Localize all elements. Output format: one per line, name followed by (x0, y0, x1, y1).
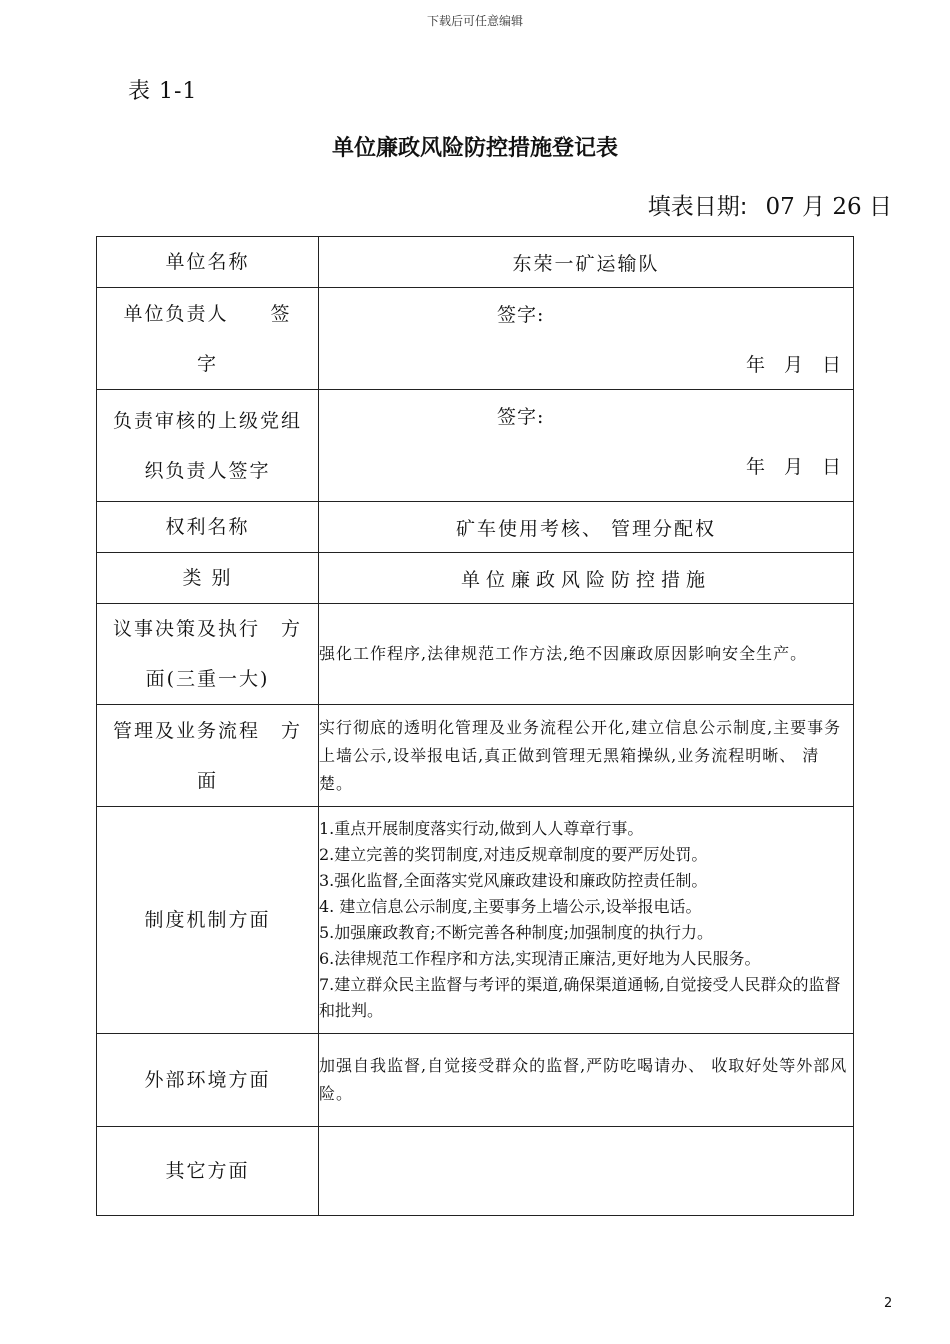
system-list (319, 807, 854, 1034)
superior-label (97, 390, 319, 502)
superior-label-line1: 负责审核的上级党组 (112, 409, 302, 432)
registration-table (96, 236, 854, 1216)
superior-signature-cell[interactable] (319, 390, 854, 502)
header-note: 下载后可任意编辑 (426, 14, 523, 28)
table-label: 表 1-1 (128, 79, 198, 104)
row-decision (97, 604, 854, 705)
list-item: 2.建立完善的奖罚制度,对违反规章制度的要严厉处罚。 (319, 845, 708, 864)
decision-label-line1: 议事决策及执行 方 (112, 618, 302, 640)
unit-name-label: 单位名称 (97, 237, 319, 288)
process-label (97, 705, 319, 807)
external-label: 外部环境方面 (97, 1034, 319, 1127)
row-superior (97, 390, 854, 502)
document-title: 单位廉政风险防控措施登记表 (331, 136, 618, 161)
process-value: 实行彻底的透明化管理及业务流程公开化,建立信息公示制度,主要事务上墙公示,设举报电话,真正做到管理无黑箱操纵,业务流程明晰、 清楚。 (319, 705, 854, 807)
list-item: 1.重点开展制度落实行动,做到人人尊章行事。 (319, 819, 644, 838)
external-value: 加强自我监督,自觉接受群众的监督,严防吃喝请办、 收取好处等外部风险。 (319, 1034, 854, 1127)
decision-value: 强化工作程序,法律规范工作方法,绝不因廉政原因影响安全生产。 (319, 604, 854, 705)
system-label: 制度机制方面 (97, 807, 319, 1034)
unit-name-value: 东荣一矿运输队 (319, 237, 854, 288)
list-item: 7.建立群众民主监督与考评的渠道,确保渠道通畅,自觉接受人民群众的监督和批判。 (319, 975, 841, 1020)
row-process (97, 705, 854, 807)
right-name-label: 权利名称 (97, 502, 319, 553)
other-value[interactable] (319, 1127, 854, 1216)
unit-head-sign-label: 签字: (497, 304, 545, 326)
decision-label-line2: 面(三重一大) (145, 668, 270, 690)
row-unit-name (97, 237, 854, 288)
superior-label-line2: 织负责人签字 (144, 459, 271, 482)
fill-date-value: 07 月 26 日 (765, 194, 892, 220)
category-value: 单位廉政风险防控措施 (319, 553, 854, 604)
row-system (97, 807, 854, 1034)
fill-date-label: 填表日期: (647, 194, 748, 220)
process-label-line2: 面 (196, 769, 218, 792)
list-item: 6.法律规范工作程序和方法,实现清正廉洁,更好地为人民服务。 (319, 949, 761, 968)
row-external (97, 1034, 854, 1127)
row-right-name (97, 502, 854, 553)
decision-label (97, 604, 319, 705)
row-unit-head (97, 288, 854, 390)
unit-head-label-line2: 字 (196, 352, 218, 375)
superior-date: 年 月 日 (745, 456, 841, 478)
right-name-value: 矿车使用考核、 管理分配权 (319, 502, 854, 553)
other-label: 其它方面 (97, 1127, 319, 1216)
unit-head-date: 年 月 日 (745, 354, 841, 376)
row-other (97, 1127, 854, 1216)
row-category (97, 553, 854, 604)
list-item: 4. 建立信息公示制度,主要事务上墙公示,设举报电话。 (319, 897, 702, 916)
list-item: 3.强化监督,全面落实党风廉政建设和廉政防控责任制。 (319, 871, 708, 890)
process-label-line1: 管理及业务流程 方 (112, 719, 302, 742)
list-item: 5.加强廉政教育;不断完善各种制度;加强制度的执行力。 (319, 923, 714, 942)
category-label: 类 别 (97, 553, 319, 604)
unit-head-label-line1: 单位负责人 签 (123, 302, 292, 325)
fill-date (648, 188, 892, 221)
superior-sign-label: 签字: (497, 406, 545, 428)
page-number: 2 (884, 1296, 893, 1311)
unit-head-label (97, 288, 319, 390)
unit-head-signature-cell[interactable] (319, 288, 854, 390)
